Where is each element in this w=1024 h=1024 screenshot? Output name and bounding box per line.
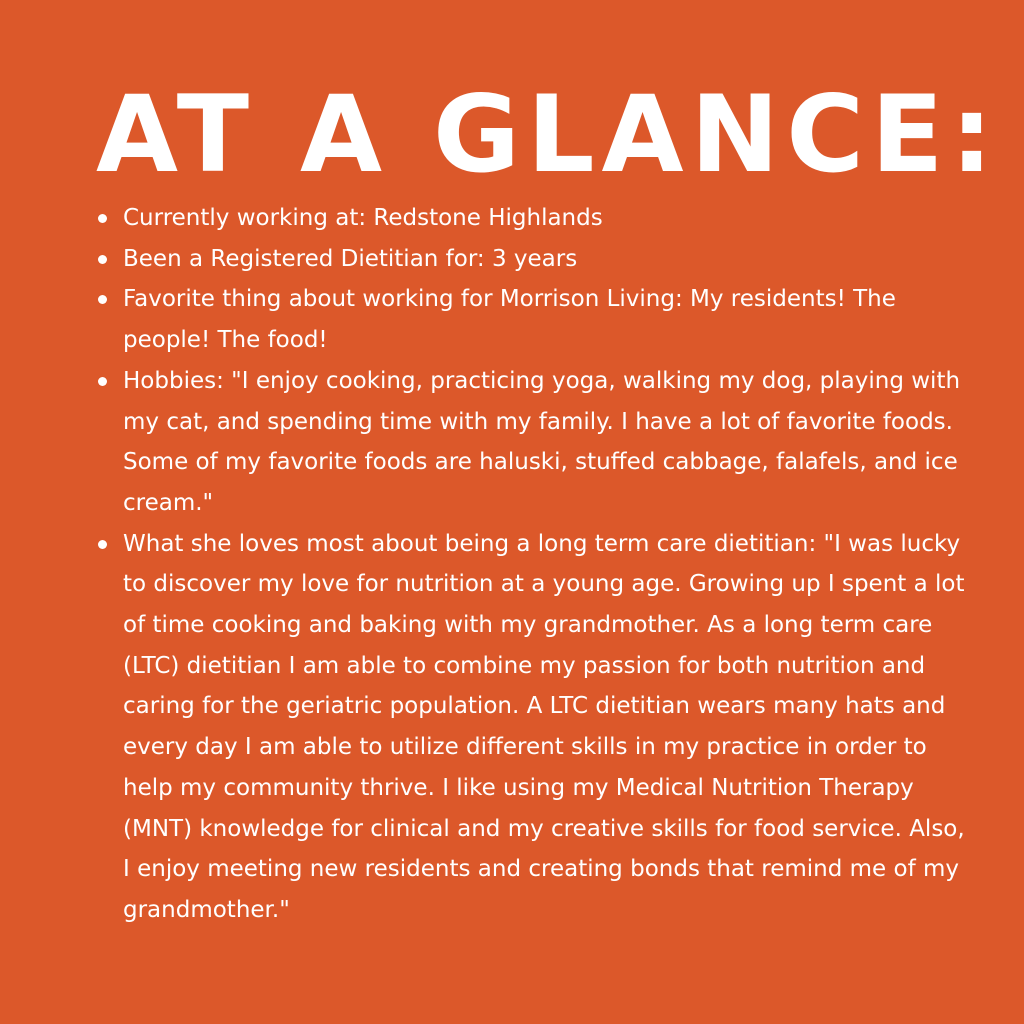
fact-hobbies xyxy=(96,361,966,524)
bullet-icon xyxy=(98,214,107,223)
fact-text: Currently working at: Redstone Highlands xyxy=(123,205,603,231)
bullet-icon xyxy=(98,377,107,386)
fact-years-as-dietitian xyxy=(96,239,966,280)
fact-loves-most xyxy=(96,524,966,931)
bullet-icon xyxy=(98,540,107,549)
fact-current-workplace xyxy=(96,198,966,239)
bullet-icon xyxy=(98,255,107,264)
bullet-icon xyxy=(98,295,107,304)
facts-list xyxy=(96,198,966,931)
fact-text: Favorite thing about working for Morrison Living: My residents! The people! The food! xyxy=(123,286,896,354)
fact-text: Hobbies: "I enjoy cooking, practicing yoga, walking my dog, playing with my cat, and spending time with my family. I have a lot of favorite foods. Some of my favorite foods are haluski, stuffed cabbage, falafels, and ice cream." xyxy=(123,367,961,516)
page-title: AT A GLANCE: xyxy=(96,73,1000,196)
fact-text: Been a Registered Dietitian for: 3 years xyxy=(123,245,578,272)
fact-text: What she loves most about being a long term care dietitian: "I was lucky to discover my love for nutrition at a young age. Growing up I spent a lot of time cooking and baking with my grandmother. As a long term care (LTC) dietitian I am able to combine my passion for both nutrition and caring for the geriatric population. A LTC dietitian wears many hats and every day I am able to utilize different skills in my practice in order to help my community thrive. I like using my Medical Nutrition Therapy (MNT) knowledge for clinical and my creative skills for food service. Also, I enjoy meeting new residents and creating bonds that remind me of my grandmother." xyxy=(123,530,965,923)
fact-favorite-thing xyxy=(96,279,966,360)
